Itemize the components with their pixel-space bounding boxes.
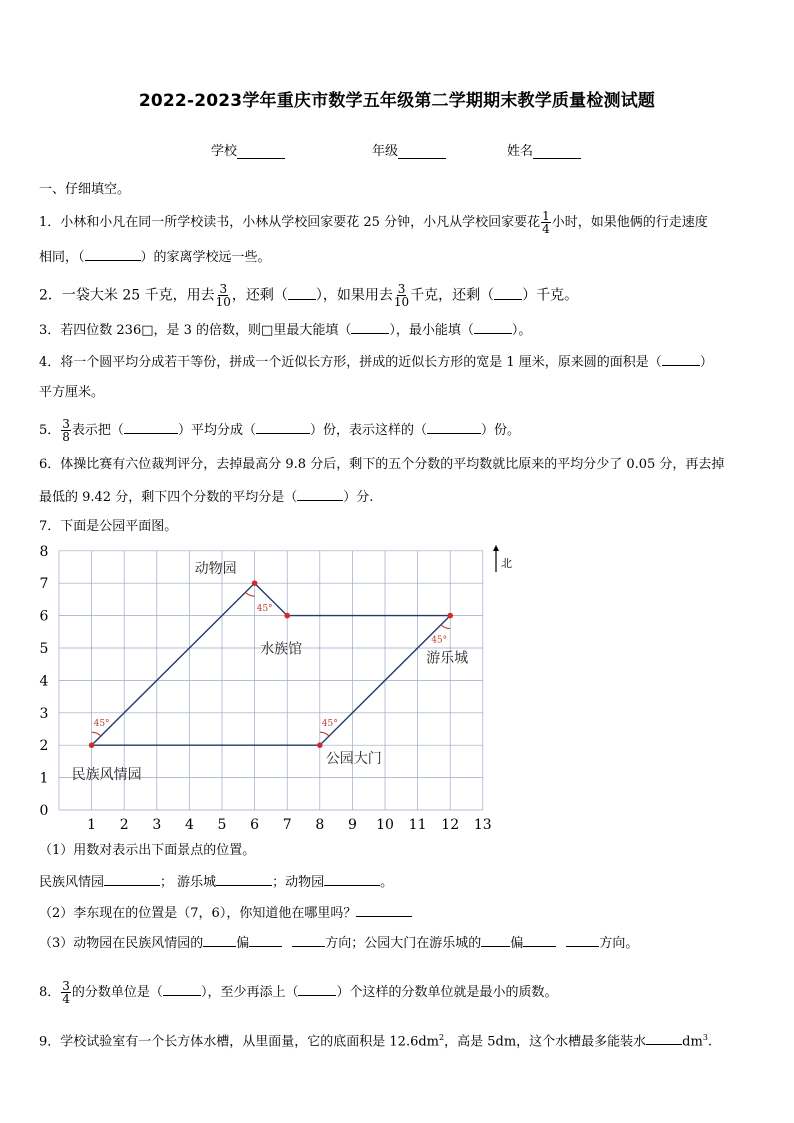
y-tick-label: 4 bbox=[39, 673, 49, 690]
question-7-sub-1-answers bbox=[39, 872, 393, 893]
map-point bbox=[284, 613, 290, 619]
q5-number: 5． bbox=[39, 423, 61, 438]
q2-text-d: 千克，还剩（ bbox=[410, 287, 495, 304]
question-7-sub-2 bbox=[39, 903, 412, 924]
q1-text-c2: ）的家离学校远一些。 bbox=[140, 250, 271, 265]
angle-mark-gate bbox=[320, 732, 329, 736]
q9-text-a: 9．学校试验室有一个长方体水槽，从里面量，它的底面积是 12.6dm bbox=[39, 1034, 439, 1050]
x-tick-label: 3 bbox=[152, 817, 162, 833]
map-point bbox=[447, 613, 453, 619]
school-label: 学校 bbox=[211, 144, 238, 159]
q7-text-end: 。 bbox=[380, 875, 394, 890]
x-tick-label: 4 bbox=[184, 817, 194, 833]
q7-label-minzu: 民族风情园 bbox=[39, 875, 105, 890]
name-blank[interactable] bbox=[533, 144, 581, 159]
q3-answer-blank-2[interactable] bbox=[474, 320, 512, 334]
question-6-line-2 bbox=[39, 487, 373, 508]
q3-text-a: 3．若四位数 236□，是 3 的倍数，则□里最大能填（ bbox=[39, 323, 352, 338]
q5-answer-blank-1[interactable] bbox=[124, 420, 178, 434]
q5-numerator: 3 bbox=[62, 417, 70, 431]
q7-sub3-blank-3[interactable] bbox=[292, 933, 325, 947]
x-tick-label: 12 bbox=[441, 817, 460, 833]
q9-superscript-2: 3 bbox=[702, 1033, 708, 1042]
q6-text-c: ）分. bbox=[343, 490, 374, 505]
q9-superscript-1: 2 bbox=[439, 1033, 445, 1042]
y-tick-label: 0 bbox=[39, 803, 49, 819]
map-angle-marks bbox=[92, 592, 451, 736]
q6-answer-blank[interactable] bbox=[297, 487, 343, 501]
q5-answer-blank-2[interactable] bbox=[256, 420, 310, 434]
q7-sub2-blank[interactable] bbox=[356, 903, 412, 917]
x-tick-label: 9 bbox=[347, 817, 357, 833]
q1-answer-blank[interactable] bbox=[85, 247, 141, 261]
angle-mark-gate-label: 45° bbox=[321, 719, 338, 730]
question-2 bbox=[39, 283, 578, 308]
map-point-label: 游乐城 bbox=[426, 650, 469, 667]
y-tick-label: 8 bbox=[39, 543, 49, 560]
q7-blank-minzu[interactable] bbox=[104, 872, 160, 886]
x-tick-label: 7 bbox=[282, 817, 292, 833]
q7-sub3-text-e: 方向。 bbox=[599, 936, 639, 951]
q7-sub3-blank-2[interactable] bbox=[249, 933, 282, 947]
question-1-line-2 bbox=[39, 247, 271, 268]
q7-blank-youle[interactable] bbox=[216, 872, 272, 886]
q8-text-c: ）个这样的分数单位就是最小的质数。 bbox=[336, 985, 558, 1000]
q8-text-b: ），至少再添上（ bbox=[200, 985, 299, 1000]
q2-answer-blank-1[interactable] bbox=[288, 286, 316, 300]
q7-sub3-blank-1[interactable] bbox=[203, 933, 236, 947]
q7-label-dongwu: ；动物园 bbox=[272, 875, 325, 890]
north-label: 北 bbox=[501, 557, 512, 570]
name-label: 姓名 bbox=[507, 144, 534, 159]
q4-answer-blank[interactable] bbox=[662, 352, 700, 366]
q7-blank-dongwu[interactable] bbox=[324, 872, 380, 886]
q8-text-a: 的分数单位是（ bbox=[71, 985, 163, 1000]
q5-text-b: ）平均分成（ bbox=[177, 423, 256, 438]
q8-numerator: 3 bbox=[62, 979, 70, 993]
angle-mark-youle bbox=[441, 625, 450, 629]
y-tick-label: 2 bbox=[39, 738, 49, 755]
name-field bbox=[507, 140, 581, 159]
school-blank[interactable] bbox=[237, 144, 285, 159]
x-tick-label: 5 bbox=[217, 817, 227, 833]
q5-text-c: ）份，表示这样的（ bbox=[309, 423, 427, 438]
q1-denominator: 4 bbox=[542, 222, 550, 236]
q7-sub3-blank-6[interactable] bbox=[566, 933, 599, 947]
question-6-line-1: 6．体操比赛有六位裁判评分，去掉最高分 9.8 分后，剩下的五个分数的平均数就比原来的平均分少了 0.05 分，再去掉 bbox=[39, 457, 725, 472]
question-7-sub-3 bbox=[39, 933, 638, 954]
grade-label: 年级 bbox=[372, 144, 399, 159]
x-tick-label: 6 bbox=[250, 817, 260, 833]
q2-text-b: ，还剩（ bbox=[231, 287, 288, 304]
y-tick-label: 1 bbox=[39, 770, 49, 787]
q8-answer-blank-1[interactable] bbox=[163, 982, 201, 996]
grade-blank[interactable] bbox=[398, 144, 446, 159]
q7-sub3-text-b: 偏 bbox=[236, 936, 250, 951]
x-tick-label: 8 bbox=[315, 817, 325, 833]
map-axis-ticks bbox=[40, 544, 492, 833]
section-heading: 一、仔细填空。 bbox=[39, 182, 131, 197]
q3-text-b: ），最小能填（ bbox=[389, 323, 474, 338]
map-point-label: 动物园 bbox=[194, 561, 237, 578]
map-point bbox=[89, 742, 95, 748]
q5-denominator: 8 bbox=[62, 430, 70, 444]
q3-answer-blank-1[interactable] bbox=[351, 320, 389, 334]
q2-text-a: 2．一袋大米 25 千克，用去 bbox=[39, 287, 215, 304]
q4-text-a: 4．将一个圆平均分成若干等份，拼成一个近似长方形，拼成的近似长方形的宽是 1 厘米，原来圆的面积是（ bbox=[39, 355, 662, 370]
north-arrow bbox=[493, 544, 513, 574]
q2-answer-blank-2[interactable] bbox=[494, 286, 522, 300]
q2-text-c: ），如果用去 bbox=[315, 287, 393, 304]
angle-mark-dongwu bbox=[245, 592, 254, 596]
q9-text-b: ，高是 5dm，这个水槽最多能装水 bbox=[444, 1034, 647, 1050]
q2-denominator-1: 10 bbox=[215, 295, 231, 309]
q2-denominator-2: 10 bbox=[393, 295, 410, 309]
question-1-line-1 bbox=[39, 210, 708, 235]
grade-field bbox=[372, 140, 446, 159]
q7-label-youle: ； 游乐城 bbox=[160, 875, 217, 890]
q7-sub3-blank-5[interactable] bbox=[523, 933, 556, 947]
question-4-line-1 bbox=[39, 352, 713, 373]
q5-answer-blank-3[interactable] bbox=[427, 420, 481, 434]
map-point bbox=[252, 580, 258, 586]
q1-numerator: 1 bbox=[542, 209, 550, 223]
angle-mark-dongwu-label: 45° bbox=[256, 604, 273, 615]
q7-sub3-text-d: 偏 bbox=[510, 936, 524, 951]
x-tick-label: 1 bbox=[87, 817, 97, 833]
x-tick-label: 13 bbox=[473, 817, 492, 833]
question-7-intro: 7．下面是公园平面图。 bbox=[39, 519, 178, 534]
q2-text-e: ）千克。 bbox=[522, 287, 579, 304]
q7-sub3-blank-4[interactable] bbox=[481, 933, 510, 947]
q5-text-d: ）份。 bbox=[480, 423, 520, 438]
map-point-label: 民族风情园 bbox=[71, 767, 142, 784]
map-labels bbox=[72, 560, 469, 783]
q1-text-a: 1．小林和小凡在同一所学校读书，小林从学校回家要花 25 分钟，小凡从学校回家要花 bbox=[39, 215, 541, 230]
y-tick-label: 7 bbox=[39, 576, 49, 593]
q8-fraction bbox=[61, 980, 71, 1005]
q9-answer-blank[interactable] bbox=[646, 1031, 682, 1045]
school-field bbox=[211, 140, 285, 159]
q2-numerator-1: 3 bbox=[219, 282, 228, 296]
q9-text-c: dm bbox=[682, 1034, 703, 1050]
q8-number: 8． bbox=[39, 985, 61, 1000]
angle-mark-minzu-label: 45° bbox=[93, 719, 110, 730]
map-point bbox=[317, 742, 323, 748]
q5-fraction bbox=[61, 418, 71, 443]
y-tick-label: 3 bbox=[39, 705, 49, 722]
q2-fraction-2 bbox=[394, 283, 409, 308]
q2-numerator-2: 3 bbox=[397, 282, 406, 296]
question-8 bbox=[39, 980, 557, 1005]
q7-sub3-text-a: （3）动物园在民族风情园的 bbox=[39, 936, 204, 951]
question-4-line-2: 平方厘米。 bbox=[39, 385, 105, 400]
x-tick-label: 10 bbox=[376, 817, 394, 833]
q1-text-c1: 相同，（ bbox=[39, 250, 85, 265]
q1-fraction bbox=[541, 210, 551, 235]
angle-mark-minzu bbox=[92, 732, 101, 736]
q1-text-b: 小时，如果他俩的行走速度 bbox=[551, 215, 708, 230]
x-tick-label: 11 bbox=[408, 817, 427, 833]
q5-text-a: 表示把（ bbox=[71, 423, 124, 438]
q8-denominator: 4 bbox=[62, 992, 70, 1006]
question-3 bbox=[39, 320, 531, 341]
question-5 bbox=[39, 418, 520, 443]
park-map bbox=[30, 540, 520, 835]
q3-text-c: ）。 bbox=[511, 323, 532, 338]
map-point-label: 水族馆 bbox=[260, 641, 303, 658]
q6-text-b: 最低的 9.42 分，剩下四个分数的平均分是（ bbox=[39, 490, 298, 505]
question-7-sub-1: （1）用数对表示出下面景点的位置。 bbox=[39, 843, 256, 858]
angle-mark-youle-label: 45° bbox=[431, 635, 448, 646]
q9-text-d: . bbox=[707, 1034, 713, 1050]
y-tick-label: 6 bbox=[39, 608, 49, 625]
y-tick-label: 5 bbox=[39, 641, 49, 657]
q7-sub3-text-c: 方向；公园大门在游乐城的 bbox=[325, 936, 482, 951]
x-tick-label: 2 bbox=[119, 817, 129, 833]
q2-fraction-1 bbox=[216, 283, 231, 308]
question-9 bbox=[39, 1028, 712, 1052]
q4-text-b: ） bbox=[699, 355, 713, 370]
q8-answer-blank-2[interactable] bbox=[298, 982, 336, 996]
map-point-label: 公园大门 bbox=[325, 751, 382, 768]
page-title: 2022-2023学年重庆市数学五年级第二学期期末教学质量检测试题 bbox=[138, 91, 656, 111]
q7-sub2-text: （2）李东现在的位置是（7，6），你知道他在哪里吗？ bbox=[39, 906, 357, 921]
